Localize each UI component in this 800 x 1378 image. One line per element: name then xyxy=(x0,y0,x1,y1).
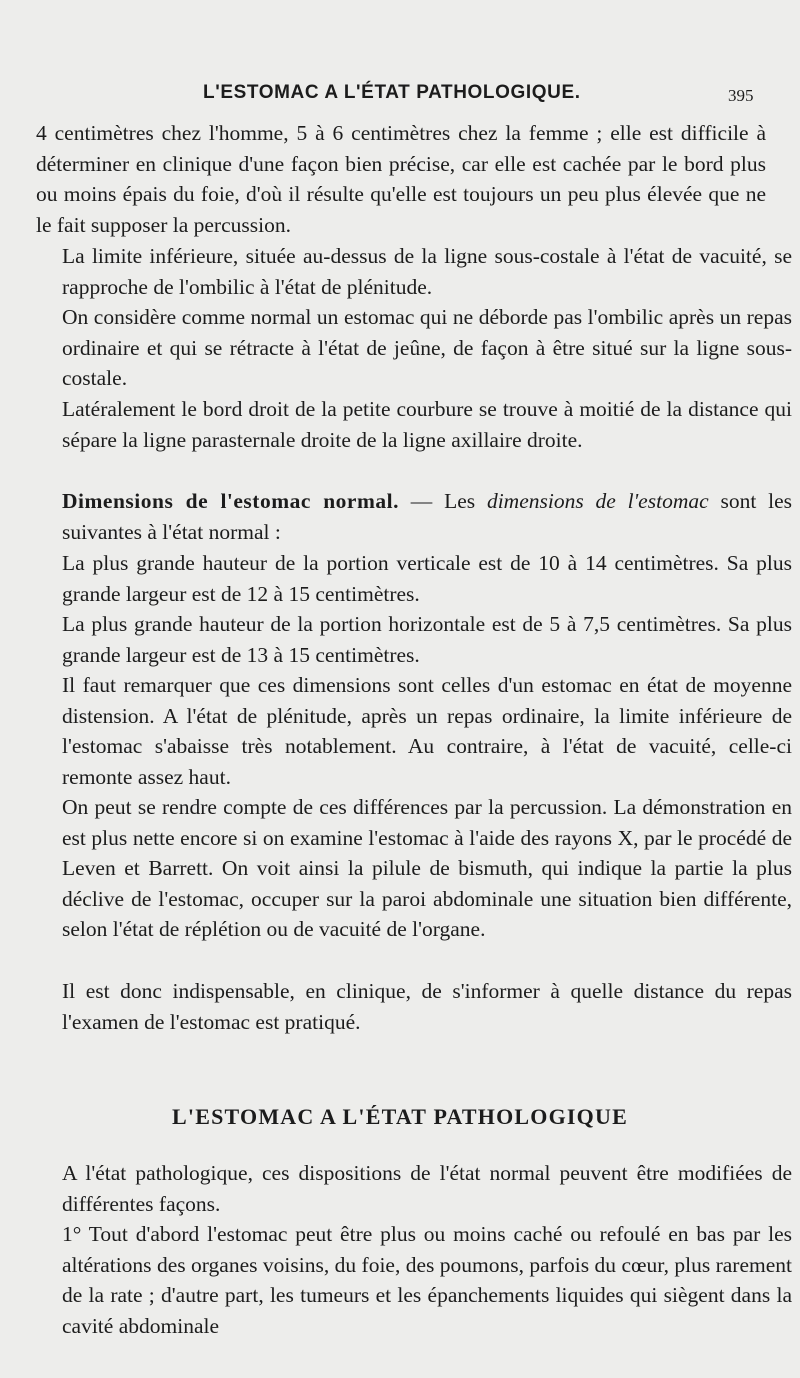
paragraph-4: Latéralement le bord droit de la petite courbure se trouve à moitié de la distance qui sépare la ligne parasternale droite de la ligne axillaire droite. xyxy=(62,397,792,452)
paragraph-10: Il est donc indispensable, en clinique, de s'informer à quelle distance du repas l'examen de l'estomac est pratiqué. xyxy=(62,979,792,1034)
paragraph-8: Il faut remarquer que ces dimensions sont celles d'un estomac en état de moyenne distension. A l'état de plénitude, après un repas ordinaire, la limite inférieure de l'estomac s'abaisse très notablement. Au contraire, à l'état de vacuité, celle-ci remonte assez haut. xyxy=(62,673,792,789)
paragraph-9: On peut se rendre compte de ces différences par la percussion. La démonstration en est plus nette encore si on examine l'estomac à l'aide des rayons X, par le procédé de Leven et Barrett. On voit ainsi la pilule de bismuth, qui indique la partie la plus déclive de l'estomac, occuper sur la paroi abdominale une situation bien différente, selon l'état de réplétion ou de vacuité de l'organe. xyxy=(62,795,792,942)
running-title: L'ESTOMAC A L'ÉTAT PATHOLOGIQUE. xyxy=(203,82,581,103)
paragraph-2: La limite inférieure, située au-dessus de la ligne sous-costale à l'état de vacuité, se rapproche de l'ombilic à l'état de plénitude. xyxy=(62,244,792,299)
paragraph-5 xyxy=(36,486,792,547)
paragraph-11: A l'état pathologique, ces dispositions de l'état normal peuvent être modifiées de différentes façons. xyxy=(62,1161,792,1216)
paragraph-12: 1° Tout d'abord l'estomac peut être plus ou moins caché ou refoulé en bas par les altérations des organes voisins, du foie, des poumons, parfois du cœur, plus rarement de la rate ; d'autre part, les tumeurs et les épanchements liquides qui siègent dans la cavité abdominale xyxy=(62,1222,792,1338)
paragraph-1: 4 centimètres chez l'homme, 5 à 6 centimètres chez la femme ; elle est difficile à déterminer en clinique d'une façon bien précise, car elle est cachée par le bord plus ou moins épais du foie, d'où il résulte qu'elle est toujours un peu plus élevée que ne le fait supposer la percussion. xyxy=(36,121,766,237)
paragraph-3: On considère comme normal un estomac qui ne déborde pas l'ombilic après un repas ordinaire et qui se rétracte à l'état de jeûne, de façon à être situé sur la ligne sous-costale. xyxy=(62,305,792,391)
page-number: 395 xyxy=(728,86,754,105)
dash-text: — Les xyxy=(398,489,487,513)
section-heading: L'ESTOMAC A L'ÉTAT PATHOLOGIQUE xyxy=(172,1104,628,1129)
running-header xyxy=(0,82,800,112)
italic-term: dimensions de l'estomac xyxy=(486,489,709,513)
paragraph-6: La plus grande hauteur de la portion verticale est de 10 à 14 centimètres. Sa plus grande largeur est de 12 à 15 centimètres. xyxy=(62,551,792,606)
section-label-dimensions: Dimensions de l'estomac normal. xyxy=(62,489,399,513)
paragraph-7: La plus grande hauteur de la portion horizontale est de 5 à 7,5 centimètres. Sa plus grande largeur est de 13 à 15 centimètres. xyxy=(62,612,792,667)
paragraph-5-rest: sont les suivantes à l'état normal : xyxy=(62,489,792,544)
